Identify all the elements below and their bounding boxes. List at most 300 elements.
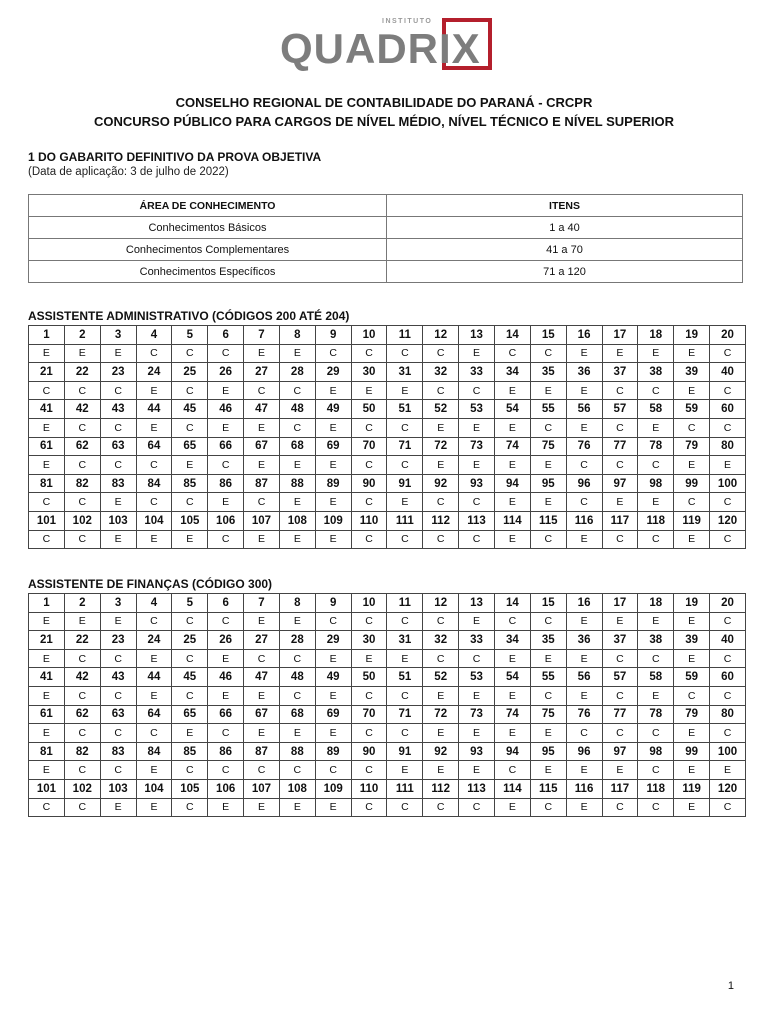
question-number: 60 (710, 400, 746, 419)
question-number: 68 (279, 437, 315, 456)
answer-cell: E (136, 381, 172, 400)
answer-cell: C (29, 381, 65, 400)
question-number: 105 (172, 511, 208, 530)
question-number: 33 (459, 631, 495, 650)
answer-cell: E (29, 761, 65, 780)
answer-cell: C (566, 456, 602, 475)
answer-cell: C (459, 649, 495, 668)
answer-cell: E (100, 612, 136, 631)
question-number: 50 (351, 668, 387, 687)
answer-cell: C (315, 612, 351, 631)
answer-cell: E (423, 724, 459, 743)
answer-cell: E (674, 530, 710, 549)
area-name: Conhecimentos Básicos (29, 217, 387, 239)
answer-cell: E (100, 344, 136, 363)
answer-cell: C (279, 686, 315, 705)
answer-cell: C (29, 798, 65, 817)
answer-cell: E (423, 418, 459, 437)
question-number: 69 (315, 437, 351, 456)
question-number: 85 (172, 474, 208, 493)
question-number: 108 (279, 511, 315, 530)
question-number: 15 (530, 594, 566, 613)
answer-cell: C (172, 798, 208, 817)
question-number: 104 (136, 779, 172, 798)
answer-cell: C (64, 724, 100, 743)
question-number: 87 (244, 474, 280, 493)
question-number: 1 (29, 594, 65, 613)
quadrix-logo (280, 18, 494, 74)
answer-cell: C (602, 418, 638, 437)
answer-cell: E (351, 649, 387, 668)
question-number: 28 (279, 631, 315, 650)
question-number: 95 (530, 474, 566, 493)
question-number: 83 (100, 742, 136, 761)
answer-cell: C (208, 344, 244, 363)
question-number: 83 (100, 474, 136, 493)
question-number: 103 (100, 511, 136, 530)
question-number: 10 (351, 326, 387, 345)
answer-cell: E (566, 344, 602, 363)
answer-cell: E (674, 456, 710, 475)
question-number: 51 (387, 668, 423, 687)
answer-cell: E (244, 686, 280, 705)
question-number: 13 (459, 594, 495, 613)
area-header-row (29, 195, 743, 217)
answer-cell: E (29, 612, 65, 631)
answer-cell: E (674, 724, 710, 743)
question-number: 22 (64, 631, 100, 650)
answer-cell: C (423, 530, 459, 549)
question-number: 35 (530, 363, 566, 382)
answer-cell: E (566, 798, 602, 817)
question-number: 112 (423, 779, 459, 798)
answer-cell: C (710, 686, 746, 705)
area-name: Conhecimentos Complementares (29, 239, 387, 261)
answer-cell: C (136, 456, 172, 475)
question-number: 29 (315, 631, 351, 650)
answer-cell: C (208, 456, 244, 475)
answer-cell: C (674, 493, 710, 512)
question-number: 47 (244, 400, 280, 419)
question-number-row (29, 705, 746, 724)
answer-cell: C (172, 493, 208, 512)
answer-cell: C (136, 493, 172, 512)
answer-cell: E (423, 686, 459, 705)
question-number-row (29, 631, 746, 650)
answer-cell: C (602, 456, 638, 475)
question-number: 49 (315, 668, 351, 687)
question-number: 94 (494, 742, 530, 761)
answer-cell: E (459, 418, 495, 437)
question-number: 99 (674, 742, 710, 761)
answer-cell: C (710, 798, 746, 817)
question-number: 70 (351, 437, 387, 456)
question-number: 77 (602, 437, 638, 456)
question-number: 66 (208, 437, 244, 456)
question-number: 102 (64, 779, 100, 798)
question-number: 86 (208, 742, 244, 761)
answer-cell: E (279, 493, 315, 512)
header-contest: CONCURSO PÚBLICO PARA CARGOS DE NÍVEL MÉDIO, NÍVEL TÉCNICO E NÍVEL SUPERIOR (93, 114, 674, 129)
answer-cell: E (494, 530, 530, 549)
answer-cell: C (244, 649, 280, 668)
answer-cell: C (208, 724, 244, 743)
answer-cell: E (244, 612, 280, 631)
answer-cell: C (172, 761, 208, 780)
answer-cell: E (530, 456, 566, 475)
area-row (29, 261, 743, 283)
question-number: 107 (244, 511, 280, 530)
answer-cell: C (100, 456, 136, 475)
question-number-row (29, 511, 746, 530)
answer-cell: E (279, 530, 315, 549)
question-number: 66 (208, 705, 244, 724)
question-number: 43 (100, 668, 136, 687)
question-number: 62 (64, 705, 100, 724)
answer-cell: E (710, 761, 746, 780)
answer-cell: C (172, 649, 208, 668)
answer-cell: C (100, 418, 136, 437)
question-number: 44 (136, 668, 172, 687)
answer-cell: E (423, 456, 459, 475)
question-number: 78 (638, 705, 674, 724)
answer-cell: C (351, 798, 387, 817)
answer-cell: C (351, 761, 387, 780)
question-number: 58 (638, 668, 674, 687)
answer-row (29, 493, 746, 512)
answer-cell: C (530, 612, 566, 631)
answer-cell: C (710, 724, 746, 743)
answer-cell: C (315, 761, 351, 780)
question-number: 79 (674, 705, 710, 724)
question-number: 53 (459, 400, 495, 419)
question-number: 5 (172, 594, 208, 613)
question-number: 101 (29, 779, 65, 798)
answer-cell: E (136, 798, 172, 817)
answer-cell: E (530, 724, 566, 743)
answer-cell: E (566, 649, 602, 668)
question-number: 37 (602, 631, 638, 650)
answer-cell: C (351, 418, 387, 437)
area-itens: 1 a 40 (387, 217, 743, 239)
answer-cell: E (279, 612, 315, 631)
answer-cell: E (64, 612, 100, 631)
answer-cell: C (423, 381, 459, 400)
answer-cell: E (279, 798, 315, 817)
question-number: 38 (638, 631, 674, 650)
answer-cell: C (459, 530, 495, 549)
question-number: 70 (351, 705, 387, 724)
question-number: 28 (279, 363, 315, 382)
answer-cell: C (315, 344, 351, 363)
question-number: 1 (29, 326, 65, 345)
answer-cell: C (387, 686, 423, 705)
answer-cell: C (638, 798, 674, 817)
answer-row (29, 456, 746, 475)
answer-cell: E (459, 344, 495, 363)
answer-cell: C (494, 761, 530, 780)
answer-cell: C (64, 530, 100, 549)
question-number: 109 (315, 511, 351, 530)
knowledge-area-table (28, 194, 743, 283)
col-area-header: ÁREA DE CONHECIMENTO (29, 195, 387, 217)
answer-cell: C (100, 724, 136, 743)
question-number: 97 (602, 742, 638, 761)
answer-cell: E (136, 686, 172, 705)
answer-cell: E (423, 761, 459, 780)
question-number: 3 (100, 594, 136, 613)
question-number: 119 (674, 511, 710, 530)
question-number-row (29, 742, 746, 761)
question-number: 42 (64, 400, 100, 419)
answer-cell: C (710, 493, 746, 512)
question-number: 77 (602, 705, 638, 724)
answer-cell: C (710, 612, 746, 631)
answer-row (29, 686, 746, 705)
answer-cell: E (494, 381, 530, 400)
answer-cell: C (423, 649, 459, 668)
question-number: 45 (172, 400, 208, 419)
question-number: 76 (566, 705, 602, 724)
question-number: 34 (494, 363, 530, 382)
question-number: 92 (423, 474, 459, 493)
answer-cell: E (387, 381, 423, 400)
answer-cell: E (208, 798, 244, 817)
question-number: 2 (64, 594, 100, 613)
answer-cell: C (100, 761, 136, 780)
question-number: 65 (172, 437, 208, 456)
question-number: 78 (638, 437, 674, 456)
question-number: 67 (244, 437, 280, 456)
answer-cell: E (315, 456, 351, 475)
question-number-row (29, 474, 746, 493)
question-number: 55 (530, 668, 566, 687)
answer-cell: E (674, 381, 710, 400)
answer-row (29, 798, 746, 817)
question-number: 31 (387, 363, 423, 382)
question-number: 23 (100, 631, 136, 650)
question-number: 27 (244, 363, 280, 382)
answer-cell: E (494, 686, 530, 705)
question-number: 56 (566, 668, 602, 687)
question-number: 84 (136, 474, 172, 493)
answer-cell: E (29, 649, 65, 668)
answer-cell: C (638, 530, 674, 549)
answer-cell: E (315, 686, 351, 705)
answer-cell: C (351, 456, 387, 475)
question-number: 101 (29, 511, 65, 530)
answer-row (29, 612, 746, 631)
answer-cell: E (136, 418, 172, 437)
answer-cell: E (29, 344, 65, 363)
question-number: 63 (100, 437, 136, 456)
answer-cell: C (351, 612, 387, 631)
question-number: 107 (244, 779, 280, 798)
answer-cell: C (710, 344, 746, 363)
answer-row (29, 381, 746, 400)
question-number: 18 (638, 594, 674, 613)
answer-cell: C (530, 418, 566, 437)
question-number: 48 (279, 400, 315, 419)
answer-cell: E (459, 724, 495, 743)
question-number: 9 (315, 594, 351, 613)
gabarito-title-2: ASSISTENTE DE FINANÇAS (CÓDIGO 300) (28, 577, 273, 591)
question-number: 86 (208, 474, 244, 493)
area-itens: 71 a 120 (387, 261, 743, 283)
question-number: 67 (244, 705, 280, 724)
question-number: 18 (638, 326, 674, 345)
answer-cell: C (459, 798, 495, 817)
question-number: 80 (710, 705, 746, 724)
question-number: 118 (638, 779, 674, 798)
question-number: 106 (208, 779, 244, 798)
answer-cell: C (64, 381, 100, 400)
question-number: 68 (279, 705, 315, 724)
question-number: 91 (387, 742, 423, 761)
answer-cell: E (638, 686, 674, 705)
answer-cell: C (459, 381, 495, 400)
question-number: 79 (674, 437, 710, 456)
answer-cell: E (638, 344, 674, 363)
question-number: 17 (602, 594, 638, 613)
answer-cell: E (459, 761, 495, 780)
question-number: 52 (423, 668, 459, 687)
question-number: 88 (279, 742, 315, 761)
question-number: 8 (279, 594, 315, 613)
answer-cell: C (279, 418, 315, 437)
answer-cell: C (602, 724, 638, 743)
answer-cell: C (710, 649, 746, 668)
answer-cell: E (674, 798, 710, 817)
answer-cell: E (494, 456, 530, 475)
question-number: 118 (638, 511, 674, 530)
answer-cell: E (387, 649, 423, 668)
question-number: 50 (351, 400, 387, 419)
answer-cell: C (387, 798, 423, 817)
answer-cell: C (351, 493, 387, 512)
question-number: 75 (530, 705, 566, 724)
answer-cell: E (602, 493, 638, 512)
answer-cell: C (387, 724, 423, 743)
question-number: 57 (602, 668, 638, 687)
question-number: 110 (351, 511, 387, 530)
question-number: 34 (494, 631, 530, 650)
answer-cell: E (172, 530, 208, 549)
answer-cell: C (351, 686, 387, 705)
answer-cell: C (423, 798, 459, 817)
question-number: 112 (423, 511, 459, 530)
question-number: 120 (710, 511, 746, 530)
answer-cell: C (351, 530, 387, 549)
answer-cell: C (566, 493, 602, 512)
question-number: 114 (494, 511, 530, 530)
answer-cell: C (387, 612, 423, 631)
page-number: 1 (727, 980, 734, 992)
answer-cell: C (638, 381, 674, 400)
answer-cell: E (566, 761, 602, 780)
question-number: 20 (710, 594, 746, 613)
answer-cell: C (208, 530, 244, 549)
question-number: 89 (315, 742, 351, 761)
question-number: 69 (315, 705, 351, 724)
answer-cell: C (602, 530, 638, 549)
answer-cell: C (64, 456, 100, 475)
question-number: 100 (710, 742, 746, 761)
question-number: 104 (136, 511, 172, 530)
question-number: 115 (530, 511, 566, 530)
question-number: 61 (29, 705, 65, 724)
answer-cell: C (710, 418, 746, 437)
answer-cell: E (387, 761, 423, 780)
question-number: 13 (459, 326, 495, 345)
answer-cell: E (602, 612, 638, 631)
question-number: 102 (64, 511, 100, 530)
answer-cell: E (136, 649, 172, 668)
question-number: 14 (494, 594, 530, 613)
question-number: 80 (710, 437, 746, 456)
question-number: 93 (459, 474, 495, 493)
question-number: 42 (64, 668, 100, 687)
question-number: 32 (423, 631, 459, 650)
question-number: 92 (423, 742, 459, 761)
answer-cell: E (602, 344, 638, 363)
answer-cell: C (638, 456, 674, 475)
logo-wordmark: QUADRIX (280, 25, 481, 72)
question-number: 72 (423, 437, 459, 456)
answer-cell: C (530, 530, 566, 549)
answer-cell: E (530, 381, 566, 400)
answer-cell: C (64, 798, 100, 817)
answer-cell: E (29, 686, 65, 705)
question-number: 44 (136, 400, 172, 419)
question-number: 111 (387, 779, 423, 798)
answer-cell: C (674, 418, 710, 437)
answer-grid-administrativo (28, 325, 746, 549)
question-number: 27 (244, 631, 280, 650)
answer-cell: E (566, 381, 602, 400)
answer-cell: E (494, 493, 530, 512)
answer-cell: C (244, 761, 280, 780)
question-number: 87 (244, 742, 280, 761)
question-number: 5 (172, 326, 208, 345)
answer-cell: C (638, 761, 674, 780)
area-name: Conhecimentos Específicos (29, 261, 387, 283)
question-number: 113 (459, 779, 495, 798)
gabarito-title-1: ASSISTENTE ADMINISTRATIVO (CÓDIGOS 200 ATÉ 204) (28, 309, 350, 323)
question-number: 35 (530, 631, 566, 650)
question-number: 54 (494, 668, 530, 687)
answer-cell: E (315, 798, 351, 817)
question-number: 36 (566, 363, 602, 382)
answer-cell: E (279, 456, 315, 475)
answer-cell: E (674, 344, 710, 363)
question-number: 4 (136, 326, 172, 345)
question-number: 111 (387, 511, 423, 530)
answer-row (29, 649, 746, 668)
question-number: 11 (387, 326, 423, 345)
question-number: 117 (602, 779, 638, 798)
question-number: 46 (208, 668, 244, 687)
answer-cell: E (566, 530, 602, 549)
question-number: 95 (530, 742, 566, 761)
answer-cell: C (387, 418, 423, 437)
answer-cell: C (172, 344, 208, 363)
question-number: 26 (208, 631, 244, 650)
answer-cell: C (387, 344, 423, 363)
question-number: 94 (494, 474, 530, 493)
answer-cell: E (244, 798, 280, 817)
question-number: 116 (566, 779, 602, 798)
